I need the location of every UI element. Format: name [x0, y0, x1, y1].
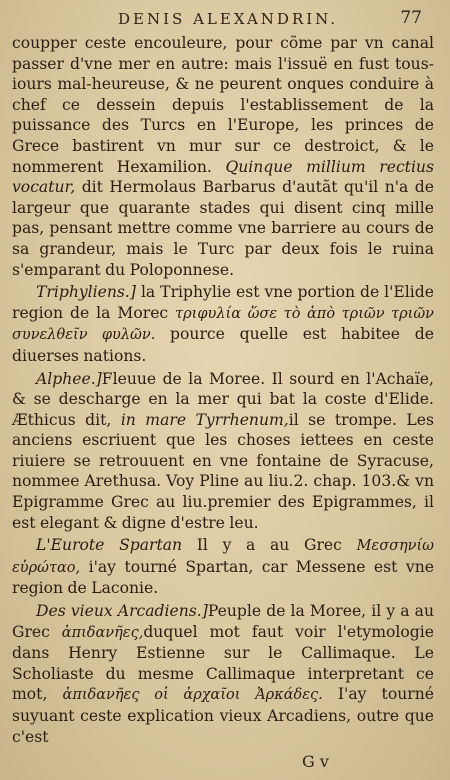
- note-alphee: [12, 369, 434, 534]
- note-text: la Triphylie est vne portion de l'Elide region de la Morec: [12, 283, 434, 322]
- paragraph-text: coupper ceste encouleure, pour cõme par vn canal passer d'vne mer en autre: mais l'issuë en fust tous-iours mal-heureuse, & ne peurent onques conduire à chef ce dessein depuis l'establissement de la puissance des Turcs en l'Europe, les princes de Grece bastirent vn mur sur ce destroict, & le nommerent Hexamilion.: [12, 34, 434, 176]
- page-number: 77: [400, 8, 422, 28]
- page-header: [30, 10, 440, 32]
- note-lemma: L'Eurote Spartan: [36, 536, 183, 555]
- note-lemma: Alphee.]: [36, 369, 102, 388]
- note-text: I'ay tourné suyuant ceste explication vieux Arcadiens, outre que c'est: [12, 685, 434, 746]
- paragraph-text: dit Hermolaus Barbarus d'autãt qu'il n'a de largeur que quarante stades qui disent cinq mille pas, pensant mettre comme vne barriere au cours de sa grandeur, mais le Turc par deux fois le ruina s'emparant du Poloponnese.: [12, 178, 434, 279]
- note-text: Il y a au Grec: [196, 536, 342, 555]
- note-lemma: Des vieux Arcadiens.]: [36, 602, 208, 621]
- latin-quote: in mare Tyrrhenum,: [120, 410, 289, 429]
- greek-quote: ἀπιδανῆες,: [61, 624, 144, 641]
- note-text: pource quelle est habitee de diuerses nations.: [12, 325, 434, 365]
- body-text: [12, 33, 434, 747]
- note-text: duquel mot faut voir l'etymologie dans Henry Estienne sur le Callimaque. Le Scholiaste du mesme Callimaque interpretant ce mot,: [12, 622, 434, 704]
- note-text: Fleuue de la Moree. Il sourd en l'Achaïe, & se descharge en la mer qui bat la coste d'Elide. Æthicus dit,: [12, 369, 434, 429]
- note-text: Peuple de la Moree, il y a au Grec: [12, 602, 434, 641]
- paragraph-hexamilion: [12, 33, 434, 280]
- note-text: il se trompe. Les anciens escriuent que les choses iettees en ceste riuiere se retrouuent en vne fontaine de Syracuse, nommee Arethusa. Voy Pline au liu.2. chap. 103.& vn Epigramme Grec au liu.premier des Epigrammes, il est elegant & digne d'estre leu.: [12, 410, 434, 532]
- greek-quote: ἀπιδανῆες οἱ ἀρχαῖοι Ἀρκάδες.: [62, 687, 323, 704]
- note-arcadiens: [12, 601, 434, 747]
- greek-quote: Μεσσηνίω εὐρώταο,: [12, 538, 434, 576]
- running-head: DENIS ALEXANDRIN.: [118, 10, 339, 28]
- note-lemma: Triphyliens.]: [36, 283, 136, 302]
- note-text: i'ay tourné Spartan, car Messene est vne region de Laconie.: [12, 557, 434, 598]
- latin-quote: Quinque millium rectius vocatur,: [12, 157, 434, 197]
- note-eurote: [12, 535, 434, 599]
- note-triphyliens: [12, 282, 434, 366]
- greek-quote: τριφυλία ὥσε τὸ ἀπὸ τριῶν τριῶν συνελθεῖν φυλῶν.: [12, 305, 434, 344]
- signature-mark: G v: [302, 752, 329, 771]
